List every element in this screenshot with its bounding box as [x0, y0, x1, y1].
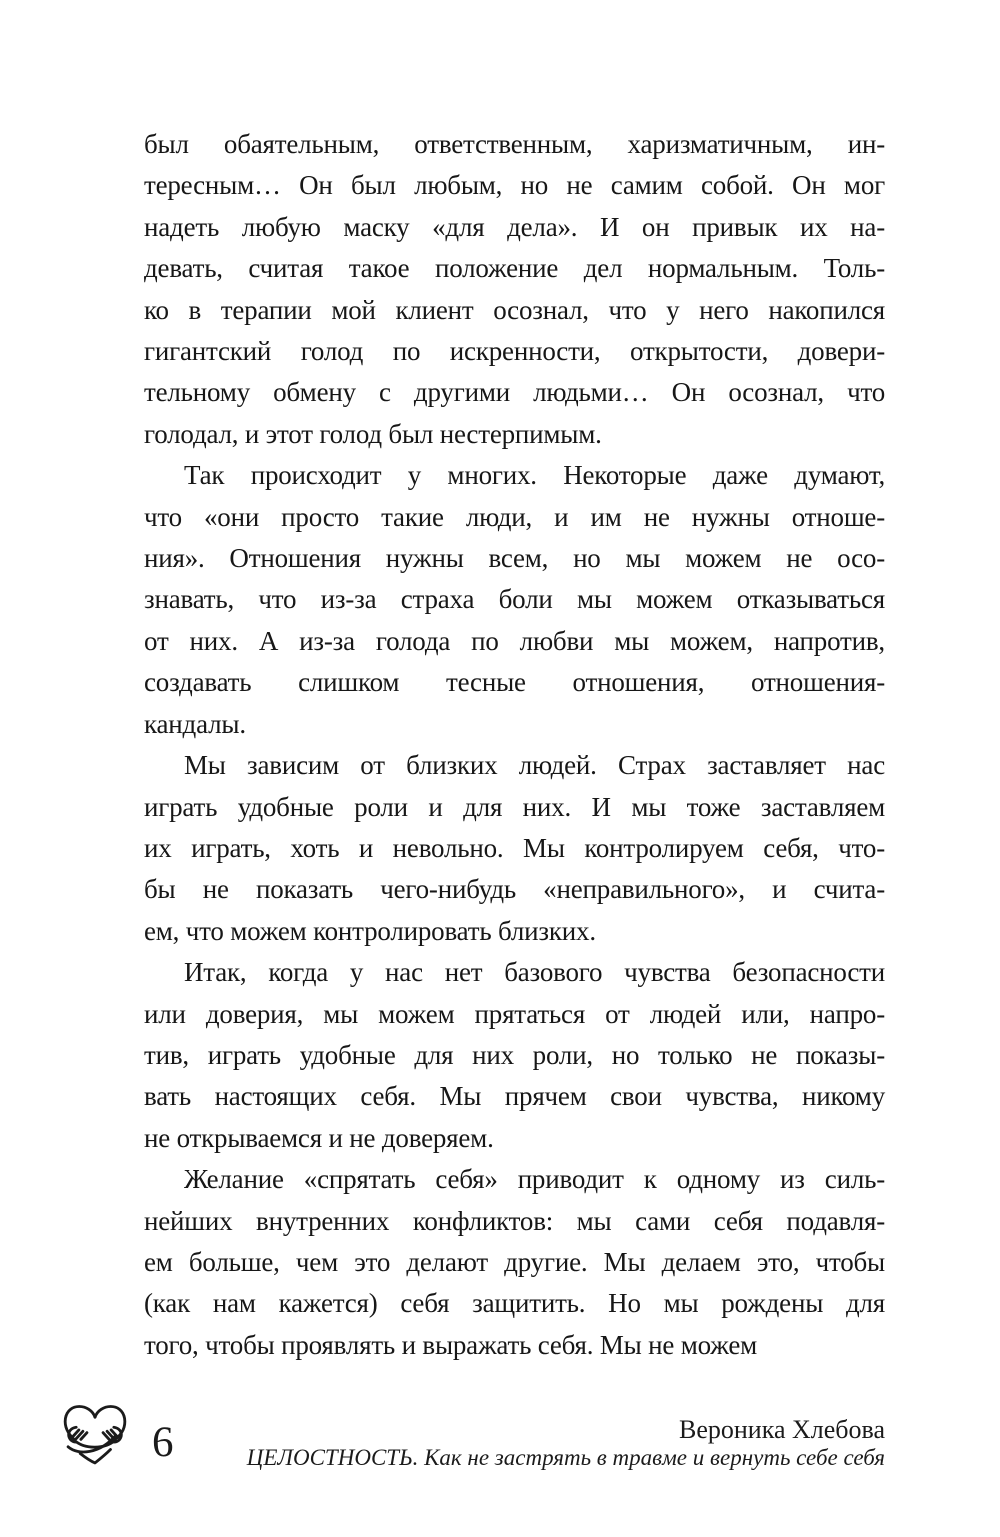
text-line: девать, считая такое положение дел нормальным. Толь-: [144, 253, 885, 284]
text-line: знавать, что из-за страха боли мы можем отказываться: [144, 584, 885, 615]
text-line: тив, играть удобные для них роли, но только не показы-: [144, 1039, 885, 1070]
text-line: был обаятельным, ответственным, харизматичным, ин-: [144, 129, 885, 159]
text-line: (как нам кажется) себя защитить. Но мы рождены для: [144, 1288, 885, 1319]
text-line: нейших внутренних конфликтов: мы сами себя подавля-: [144, 1205, 885, 1236]
text-line: от них. А из-за голода по любви мы можем, напротив,: [144, 625, 885, 656]
text-line: надеть любую маску «для дела». И он привык их на-: [144, 211, 885, 242]
text-line: кандалы.: [144, 708, 246, 739]
text-line: того, чтобы проявлять и выражать себя. Мы не можем: [144, 1329, 758, 1360]
text-line: Желание «спрятать себя» приводит к одному из силь-: [184, 1164, 885, 1195]
heart-hands-logo-icon: [58, 1400, 132, 1468]
text-line: что «они просто такие люди, и им не нужны отноше-: [144, 501, 885, 532]
footer-book-title: ЦЕЛОСТНОСТЬ. Как не застрять в травме и вернуть себе себя: [246, 1445, 885, 1470]
text-line: ко в терапии мой клиент осознал, что у него накопился: [144, 294, 885, 325]
page-number: 6: [152, 1419, 174, 1466]
paragraph: [144, 745, 885, 952]
text-line: вать настоящих себя. Мы прячем свои чувства, никому: [144, 1081, 885, 1112]
text-line: Итак, когда у нас нет базового чувства безопасности: [184, 957, 885, 988]
text-line: ния». Отношения нужны всем, но мы можем не осо-: [144, 543, 885, 574]
heart-hands-logo: [58, 1400, 132, 1468]
text-line: создавать слишком тесные отношения, отношения-: [144, 667, 885, 698]
text-line: Мы зависим от близких людей. Страх заставляет нас: [184, 750, 885, 781]
text-line: не открываемся и не доверяем.: [144, 1122, 494, 1153]
paragraph: [144, 952, 885, 1159]
paragraph: [144, 1159, 885, 1366]
text-line: тельному обмену с другими людьми… Он осознал, что: [144, 377, 885, 408]
text-line: ем больше, чем это делают другие. Мы делаем это, чтобы: [144, 1246, 885, 1277]
footer-left: [58, 1400, 174, 1468]
footer-author: Вероника Хлебова: [679, 1415, 885, 1444]
text-line: ем, что можем контролировать близких.: [144, 915, 596, 946]
paragraph: [144, 455, 885, 745]
text-line: играть удобные роли и для них. И мы тоже заставляем: [144, 791, 885, 822]
text-line: или доверия, мы можем прятаться от людей или, напро-: [144, 998, 885, 1029]
text-line: бы не показать чего-нибудь «неправильного», и счита-: [144, 874, 885, 905]
text-line: их играть, хоть и невольно. Мы контролируем себя, что-: [144, 832, 885, 863]
text-line: Так происходит у многих. Некоторые даже думают,: [184, 460, 885, 491]
text-block: [144, 124, 885, 1366]
footer-right: [247, 1415, 885, 1471]
text-line: тересным… Он был любым, но не самим собой. Он мог: [144, 170, 885, 201]
text-line: голодал, и этот голод был нестерпимым.: [144, 418, 602, 449]
text-line: гигантский голод по искренности, открытости, довери-: [144, 336, 885, 367]
paragraph: [144, 124, 885, 455]
